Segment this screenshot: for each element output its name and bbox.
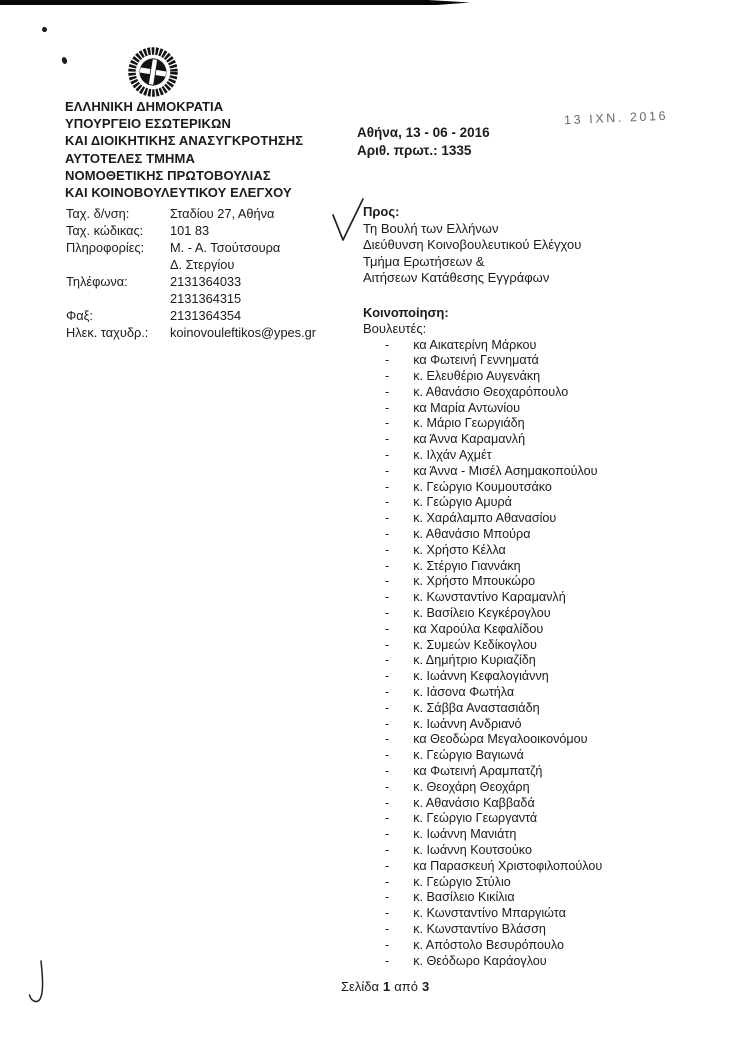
mp-name: κα Παρασκευή Χριστοφιλοπούλου	[413, 858, 603, 873]
cc-list-item	[363, 859, 718, 875]
cc-list-item	[363, 574, 718, 590]
mp-name: κ. Χρήστο Κέλλα	[413, 542, 506, 557]
cc-list-item	[363, 638, 718, 654]
page-number-footer	[341, 979, 429, 994]
list-dash-bullet: -	[385, 827, 390, 842]
ministry-line: ΑΥΤΟΤΕΛΕΣ ΤΜΗΜΑ	[65, 150, 195, 166]
handwritten-checkmark-icon	[330, 196, 366, 249]
list-dash-bullet: -	[385, 606, 390, 621]
list-dash-bullet: -	[385, 463, 390, 478]
list-dash-bullet: -	[385, 542, 390, 557]
list-dash-bullet: -	[385, 432, 390, 447]
cc-list-item	[363, 385, 718, 401]
mp-name: κ. Ιωάννη Κουτσούκο	[413, 843, 532, 857]
cc-list-item	[363, 701, 718, 717]
list-dash-bullet: -	[385, 890, 390, 905]
scan-speck	[41, 26, 48, 33]
mp-name: κ. Δημήτριο Κυριαζίδη	[413, 653, 536, 668]
list-dash-bullet: -	[385, 637, 390, 652]
cc-list-item	[363, 653, 718, 669]
mp-name: κ. Χρήστο Μπουκώρο	[413, 574, 536, 589]
to-lines	[363, 221, 718, 287]
mp-name: κ. Απόστολο Βεσυρόπουλο	[413, 937, 565, 952]
scan-speck	[61, 56, 68, 64]
contact-row	[66, 290, 366, 307]
list-dash-bullet: -	[385, 669, 390, 684]
list-dash-bullet: -	[385, 732, 390, 747]
cc-list-item	[363, 401, 718, 417]
list-dash-bullet: -	[385, 937, 390, 952]
list-dash-bullet: -	[385, 874, 390, 889]
cc-list-item	[363, 369, 718, 385]
mp-name: κ. Συμεών Κεδίκογλου	[413, 637, 537, 652]
cc-label: Κοινοποίηση:	[363, 304, 449, 320]
mp-name: κ. Βασίλειο Κικίλια	[413, 890, 515, 905]
contact-label: Ηλεκ. ταχυδρ.:	[66, 325, 149, 340]
cc-list-item	[363, 685, 718, 701]
contact-label	[66, 290, 170, 307]
cc-list-item	[363, 559, 718, 575]
cc-list-item	[363, 748, 718, 764]
mp-name: κ. Κωνσταντίνο Βλάσση	[413, 921, 546, 936]
cc-list-item	[363, 606, 718, 622]
cc-list-item	[363, 338, 718, 354]
contact-row	[66, 273, 366, 290]
mp-name: κα Άννα - Μισέλ Ασημακοπούλου	[413, 463, 598, 478]
list-dash-bullet: -	[385, 764, 390, 779]
list-dash-bullet: -	[385, 495, 390, 510]
mp-name: κ. Γεώργιο Κουμουτσάκο	[413, 479, 552, 494]
list-dash-bullet: -	[385, 779, 390, 794]
list-dash-bullet: -	[385, 685, 390, 700]
contact-label: Ταχ. κώδικας:	[66, 223, 144, 238]
list-dash-bullet: -	[385, 811, 390, 826]
list-dash-bullet: -	[385, 906, 390, 921]
pen-stroke-icon	[26, 959, 52, 1018]
mp-name: κ. Γεώργιο Βαγιωνά	[413, 748, 524, 763]
cc-list-item	[363, 511, 718, 527]
list-dash-bullet: -	[385, 921, 390, 936]
mp-name: κ. Αθανάσιο Θεοχαρόπουλο	[413, 384, 569, 399]
list-dash-bullet: -	[385, 527, 390, 542]
list-dash-bullet: -	[385, 716, 390, 731]
contact-value: Μ. - Α. Τσούτσουρα	[170, 240, 281, 255]
ministry-line: ΥΠΟΥΡΓΕΙΟ ΕΣΩΤΕΡΙΚΩΝ	[65, 116, 231, 132]
contact-row	[66, 307, 366, 324]
mp-name: κ. Κωνσταντίνο Καραμανλή	[413, 590, 566, 605]
cc-list-item	[363, 543, 718, 559]
footer-word-of: από	[394, 979, 418, 994]
cc-list-item	[363, 890, 718, 906]
mp-name: κ. Γεώργιο Στύλιο	[413, 874, 511, 889]
cc-names-list	[363, 338, 718, 970]
cc-list-item	[363, 622, 718, 638]
cc-sublabel: Βουλευτές:	[363, 321, 427, 336]
cc-list-item	[363, 527, 718, 543]
contact-label	[66, 256, 170, 273]
cc-list-item	[363, 448, 718, 464]
mp-name: κ. Γεώργιο Γεωργαντά	[413, 811, 538, 826]
contact-label: Φαξ:	[66, 308, 93, 323]
mp-name: κα Μαρία Αντωνίου	[413, 400, 521, 415]
cc-list-item	[363, 954, 718, 970]
contact-info-block	[66, 205, 366, 341]
list-dash-bullet: -	[385, 748, 390, 763]
list-dash-bullet: -	[385, 337, 390, 352]
mp-name: κ. Ιωάννη Ανδριανό	[413, 716, 522, 731]
cc-list-item	[363, 764, 718, 780]
contact-value: 2131364354	[170, 308, 242, 323]
list-dash-bullet: -	[385, 448, 390, 463]
mp-name: κ. Σάββα Αναστασιάδη	[413, 700, 540, 715]
list-dash-bullet: -	[385, 416, 390, 431]
contact-row	[66, 222, 366, 239]
contact-label: Τηλέφωνα:	[66, 274, 128, 289]
date-protocol-block	[357, 124, 490, 159]
list-dash-bullet: -	[385, 700, 390, 715]
mp-name: κ. Αθανάσιο Μπούρα	[413, 527, 531, 542]
to-line: Τη Βουλή των Ελλήνων	[363, 220, 499, 236]
contact-value: 2131364033	[170, 274, 242, 289]
contact-label: Ταχ. δ/νση:	[66, 206, 130, 221]
mp-name: κ. Ιλχάν Αχμέτ	[413, 448, 492, 463]
contact-row	[66, 324, 366, 341]
recipient-block	[363, 204, 718, 969]
footer-current-page: 1	[382, 979, 391, 994]
ministry-line: ΕΛΛΗΝΙΚΗ ΔΗΜΟΚΡΑΤΙΑ	[65, 99, 224, 114]
contact-value: Σταδίου 27, Αθήνα	[170, 206, 275, 221]
cc-list-item	[363, 811, 718, 827]
mp-name: κα Άννα Καραμανλή	[413, 432, 526, 447]
contact-label: Πληροφορίες:	[66, 240, 145, 255]
contact-value: Δ. Στεργίου	[170, 257, 235, 272]
protocol-number: Αριθ. πρωτ.: 1335	[357, 142, 472, 158]
mp-name: κ. Θεόδωρο Καράογλου	[413, 953, 547, 968]
contact-row	[66, 205, 366, 222]
list-dash-bullet: -	[385, 558, 390, 573]
cc-list-item	[363, 353, 718, 369]
cc-list-item	[363, 432, 718, 448]
to-line: Αιτήσεων Κατάθεσης Εγγράφων	[363, 270, 550, 285]
list-dash-bullet: -	[385, 590, 390, 605]
to-label: Προς:	[363, 204, 400, 219]
registry-date-stamp: 13 ΙΧΝ. 2016	[563, 108, 669, 128]
scan-artifact-line	[0, 0, 470, 5]
sender-header	[65, 98, 370, 201]
mp-name: κα Χαρούλα Κεφαλίδου	[413, 621, 544, 636]
contact-row	[66, 239, 366, 256]
list-dash-bullet: -	[385, 858, 390, 873]
contact-value: 101 83	[170, 223, 210, 238]
cc-list-item	[363, 922, 718, 938]
cc-list-item	[363, 796, 718, 812]
mp-name: κα Φωτεινή Γεννηματά	[413, 353, 539, 368]
cc-list-item	[363, 827, 718, 843]
cc-list-item	[363, 875, 718, 891]
ministry-line: ΝΟΜΟΘΕΤΙΚΗΣ ΠΡΩΤΟΒΟΥΛΙΑΣ	[65, 167, 271, 183]
cc-list-item	[363, 906, 718, 922]
mp-name: κ. Ελευθέριο Αυγενάκη	[413, 369, 541, 384]
list-dash-bullet: -	[385, 653, 390, 668]
ministry-line: ΚΑΙ ΔΙΟΙΚΗΤΙΚΗΣ ΑΝΑΣΥΓΚΡΟΤΗΣΗΣ	[65, 133, 304, 149]
cc-list-item	[363, 669, 718, 685]
contact-value: koinovouleftikos@ypes.gr	[170, 325, 317, 340]
mp-name: κ. Ιωάννη Κεφαλογιάννη	[413, 669, 549, 684]
list-dash-bullet: -	[385, 353, 390, 368]
mp-name: κα Αικατερίνη Μάρκου	[413, 337, 537, 352]
cc-list-item	[363, 480, 718, 496]
footer-word-page: Σελίδα	[341, 979, 379, 994]
cc-list-item	[363, 717, 718, 733]
list-dash-bullet: -	[385, 953, 390, 968]
footer-total-pages: 3	[421, 979, 430, 994]
to-line: Τμήμα Ερωτήσεων &	[363, 253, 485, 269]
list-dash-bullet: -	[385, 843, 390, 857]
mp-name: κ. Αθανάσιο Καββαδά	[413, 795, 535, 810]
list-dash-bullet: -	[385, 574, 390, 589]
mp-name: κα Θεοδώρα Μεγαλοοικονόμου	[413, 732, 588, 747]
mp-name: κ. Ιάσονα Φωτήλα	[413, 685, 515, 700]
list-dash-bullet: -	[385, 479, 390, 494]
cc-list-item	[363, 938, 718, 954]
greek-national-emblem-icon	[126, 44, 180, 100]
list-dash-bullet: -	[385, 511, 390, 526]
date-line: Αθήνα, 13 - 06 - 2016	[357, 125, 490, 140]
mp-name: κ. Μάριο Γεωργιάδη	[413, 416, 525, 431]
list-dash-bullet: -	[385, 795, 390, 810]
to-line: Διεύθυνση Κοινοβουλευτικού Ελέγχου	[363, 237, 582, 252]
mp-name: κ. Στέργιο Γιαννάκη	[413, 558, 521, 573]
cc-list-item	[363, 416, 718, 432]
contact-row	[66, 256, 366, 273]
cc-list-item	[363, 843, 718, 859]
cc-list-item	[363, 464, 718, 480]
list-dash-bullet: -	[385, 369, 390, 384]
mp-name: κ. Βασίλειο Κεγκέρογλου	[413, 606, 551, 621]
mp-name: κ. Θεοχάρη Θεοχάρη	[413, 779, 530, 794]
ministry-line: ΚΑΙ ΚΟΙΝΟΒΟΥΛΕΥΤΙΚΟΥ ΕΛΕΓΧΟΥ	[65, 185, 292, 201]
mp-name: κ. Χαράλαμπο Αθανασίου	[413, 511, 557, 526]
mp-name: κα Φωτεινή Αραμπατζή	[413, 764, 543, 779]
list-dash-bullet: -	[385, 400, 390, 415]
list-dash-bullet: -	[385, 621, 390, 636]
mp-name: κ. Ιωάννη Μανιάτη	[413, 827, 517, 842]
contact-value: 2131364315	[170, 291, 242, 306]
mp-name: κ. Κωνσταντίνο Μπαργιώτα	[413, 906, 566, 921]
cc-list-item	[363, 495, 718, 511]
cc-list-item	[363, 590, 718, 606]
cc-list-item	[363, 780, 718, 796]
list-dash-bullet: -	[385, 384, 390, 399]
mp-name: κ. Γεώργιο Αμυρά	[413, 495, 512, 510]
cc-list-item	[363, 732, 718, 748]
